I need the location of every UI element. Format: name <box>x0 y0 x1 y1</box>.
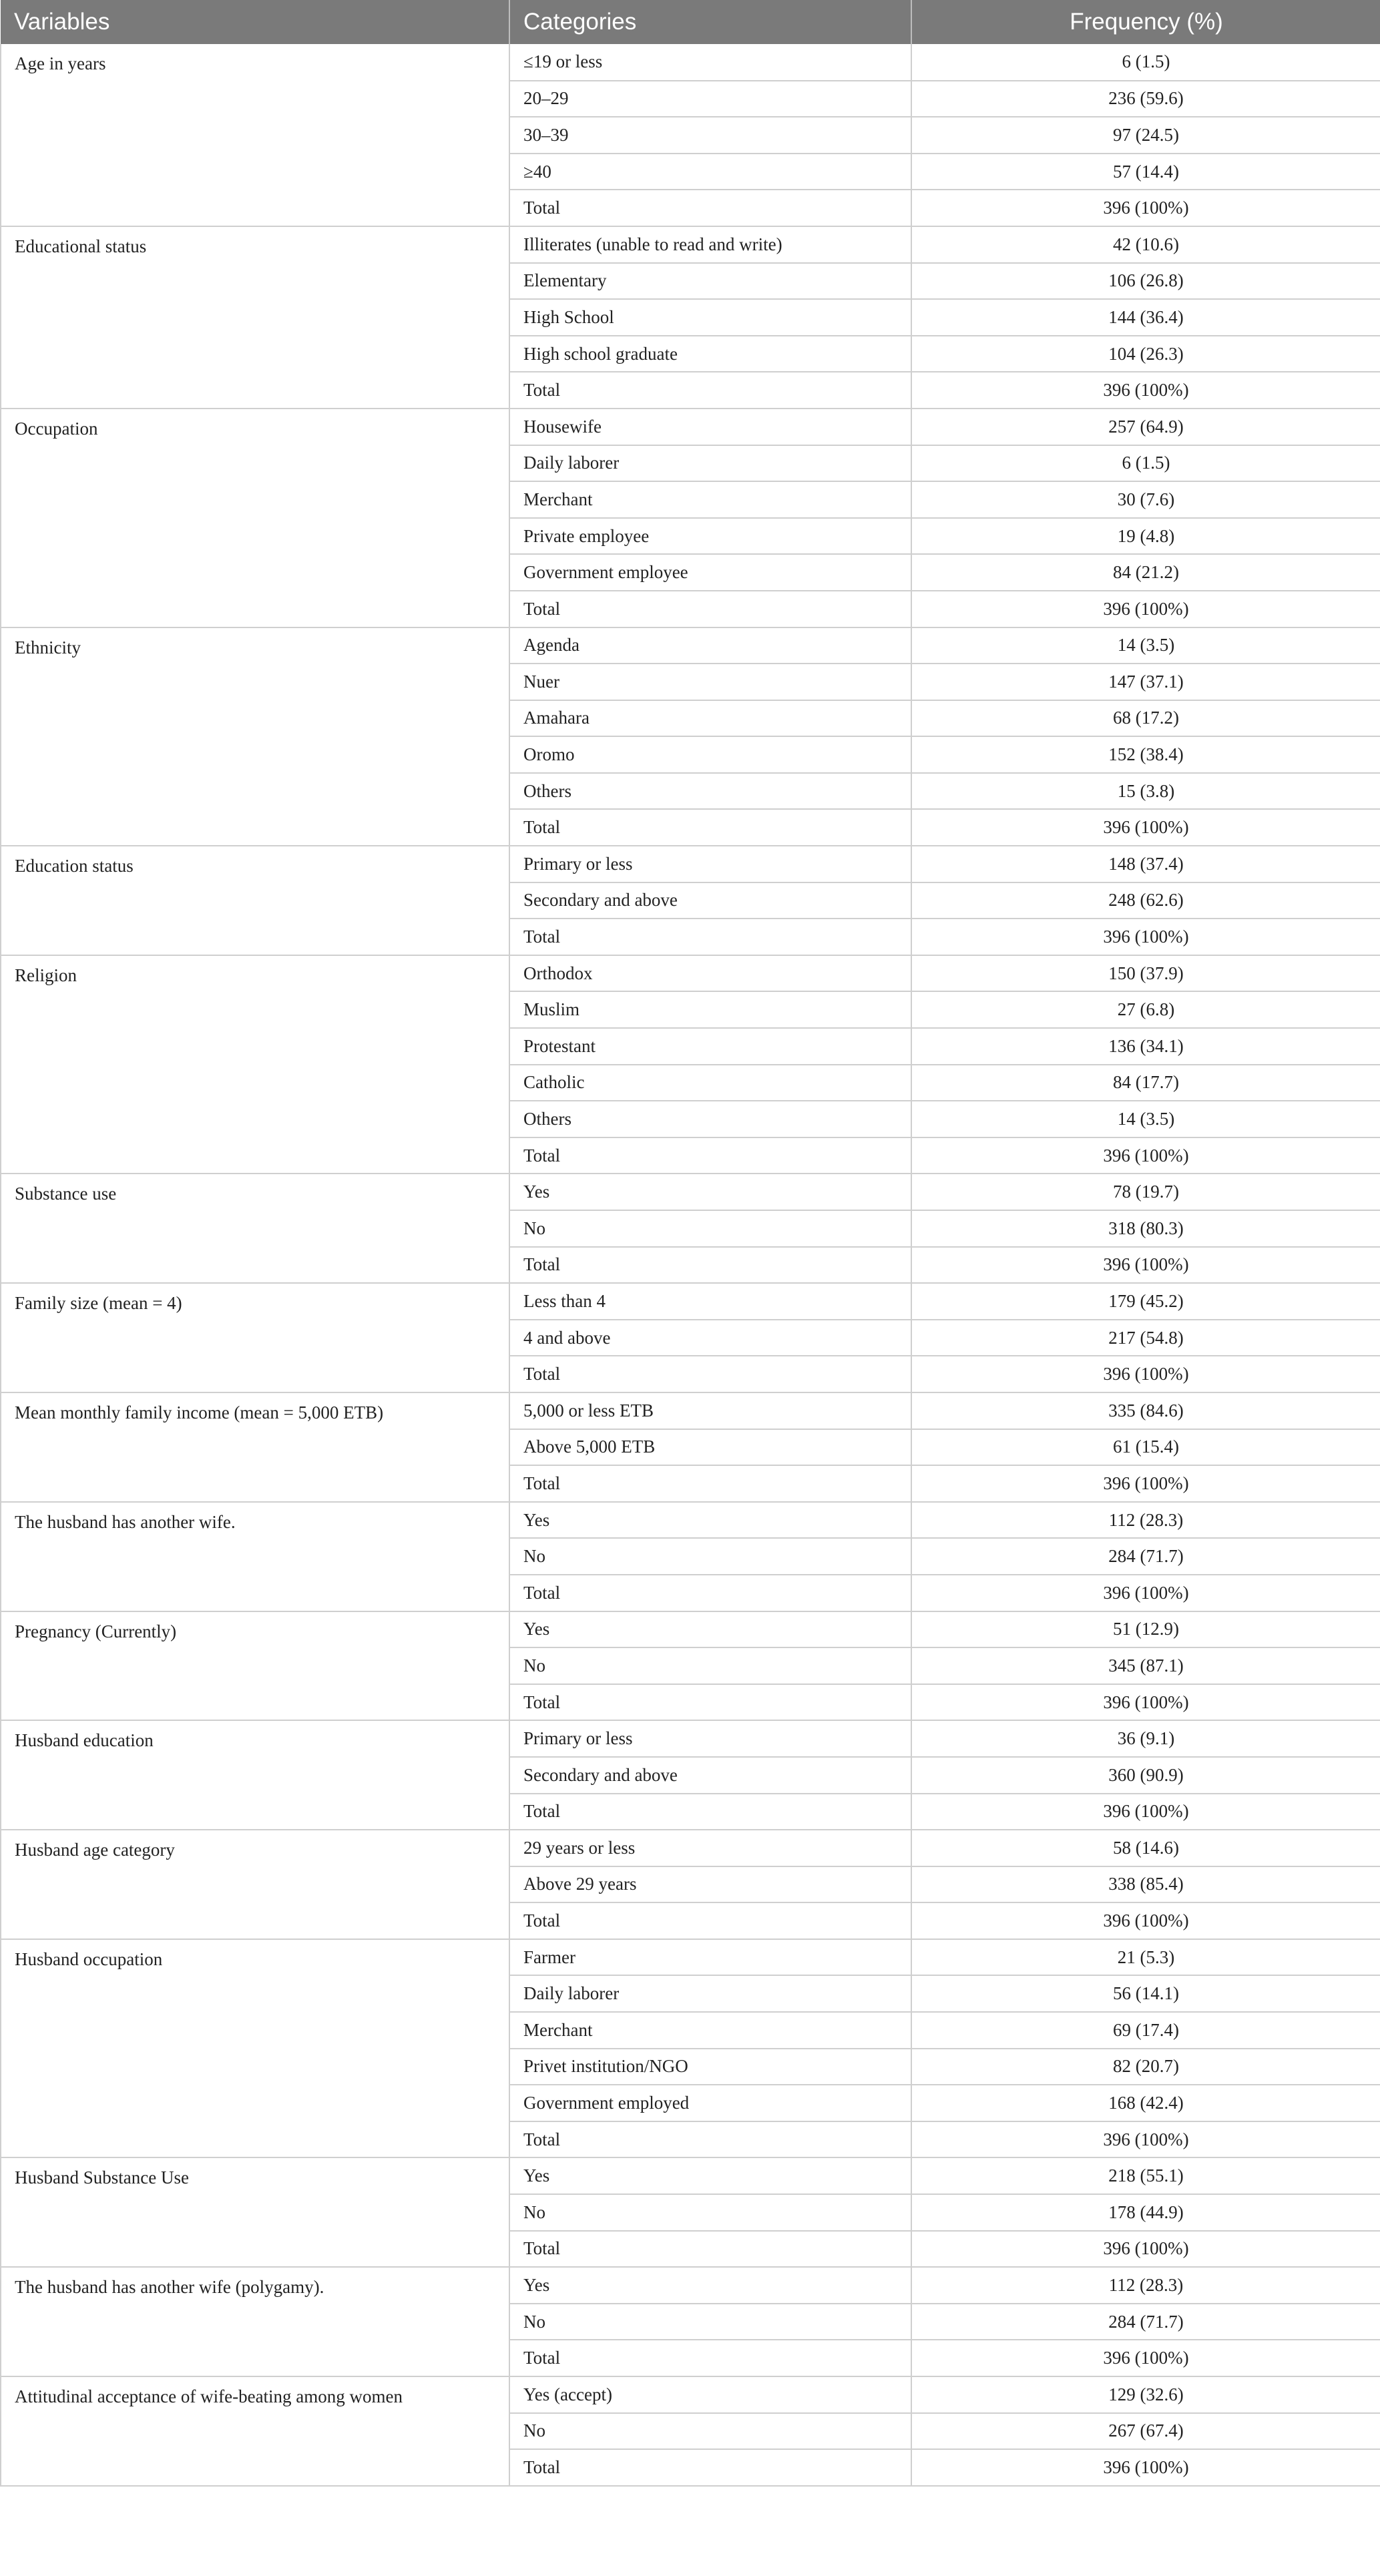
category-cell: Total <box>509 1794 911 1830</box>
frequency-cell: 30 (7.6) <box>911 481 1380 518</box>
table-row <box>1 1502 1380 1539</box>
frequency-cell: 284 (71.7) <box>911 2304 1380 2340</box>
category-cell: Oromo <box>509 736 911 773</box>
variable-cell: Mean monthly family income (mean = 5,000 ETB) <box>1 1392 509 1502</box>
frequency-cell: 84 (17.7) <box>911 1065 1380 1101</box>
category-cell: Yes <box>509 1174 911 1210</box>
frequency-cell: 267 (67.4) <box>911 2413 1380 2450</box>
category-cell: Total <box>509 1137 911 1174</box>
frequency-cell: 396 (100%) <box>911 591 1380 627</box>
frequency-cell: 152 (38.4) <box>911 736 1380 773</box>
frequency-cell: 144 (36.4) <box>911 299 1380 336</box>
table-row <box>1 2376 1380 2413</box>
table-row <box>1 627 1380 664</box>
frequency-cell: 396 (100%) <box>911 919 1380 955</box>
variable-cell: Attitudinal acceptance of wife-beating among women <box>1 2376 509 2486</box>
frequency-cell: 396 (100%) <box>911 1794 1380 1830</box>
category-cell: 29 years or less <box>509 1830 911 1866</box>
table-row <box>1 44 1380 81</box>
category-cell: Yes <box>509 2157 911 2194</box>
frequency-cell: 396 (100%) <box>911 1137 1380 1174</box>
category-cell: Secondary and above <box>509 882 911 919</box>
table-body <box>1 44 1380 2486</box>
category-cell: Others <box>509 1101 911 1137</box>
category-cell: Yes <box>509 2267 911 2304</box>
category-cell: 20–29 <box>509 81 911 117</box>
frequency-cell: 97 (24.5) <box>911 117 1380 154</box>
table-row <box>1 1830 1380 1866</box>
frequency-cell: 6 (1.5) <box>911 44 1380 81</box>
frequency-cell: 106 (26.8) <box>911 263 1380 300</box>
frequency-cell: 27 (6.8) <box>911 991 1380 1028</box>
category-cell: Total <box>509 1575 911 1611</box>
frequency-cell: 147 (37.1) <box>911 664 1380 700</box>
frequency-cell: 178 (44.9) <box>911 2194 1380 2231</box>
frequency-cell: 168 (42.4) <box>911 2085 1380 2121</box>
category-cell: Elementary <box>509 263 911 300</box>
frequency-cell: 179 (45.2) <box>911 1283 1380 1320</box>
category-cell: Total <box>509 591 911 627</box>
frequency-cell: 257 (64.9) <box>911 409 1380 445</box>
frequency-cell: 360 (90.9) <box>911 1757 1380 1794</box>
frequency-cell: 318 (80.3) <box>911 1210 1380 1247</box>
category-cell: Muslim <box>509 991 911 1028</box>
table-row <box>1 226 1380 263</box>
category-cell: No <box>509 2413 911 2450</box>
frequency-cell: 136 (34.1) <box>911 1028 1380 1065</box>
variable-cell: Occupation <box>1 409 509 627</box>
category-cell: Above 5,000 ETB <box>509 1429 911 1466</box>
frequency-cell: 21 (5.3) <box>911 1939 1380 1976</box>
frequency-cell: 129 (32.6) <box>911 2376 1380 2413</box>
category-cell: Yes <box>509 1502 911 1539</box>
category-cell: Total <box>509 372 911 409</box>
table-row <box>1 846 1380 882</box>
category-cell: High school graduate <box>509 336 911 372</box>
variable-cell: Husband Substance Use <box>1 2157 509 2267</box>
category-cell: Primary or less <box>509 846 911 882</box>
frequency-cell: 51 (12.9) <box>911 1611 1380 1648</box>
variable-cell: Family size (mean = 4) <box>1 1283 509 1392</box>
frequency-cell: 6 (1.5) <box>911 445 1380 482</box>
category-cell: Orthodox <box>509 955 911 992</box>
category-cell: 4 and above <box>509 1320 911 1356</box>
category-cell: Farmer <box>509 1939 911 1976</box>
category-cell: No <box>509 2304 911 2340</box>
frequency-cell: 78 (19.7) <box>911 1174 1380 1210</box>
frequency-cell: 150 (37.9) <box>911 955 1380 992</box>
frequency-cell: 112 (28.3) <box>911 2267 1380 2304</box>
frequency-cell: 42 (10.6) <box>911 226 1380 263</box>
frequency-cell: 56 (14.1) <box>911 1975 1380 2012</box>
category-cell: High School <box>509 299 911 336</box>
category-cell: Total <box>509 2121 911 2158</box>
variable-cell: Religion <box>1 955 509 1174</box>
category-cell: Primary or less <box>509 1720 911 1757</box>
frequency-cell: 345 (87.1) <box>911 1647 1380 1684</box>
category-cell: Total <box>509 1465 911 1502</box>
variable-cell: Age in years <box>1 44 509 226</box>
frequency-cell: 68 (17.2) <box>911 700 1380 737</box>
frequency-cell: 57 (14.4) <box>911 154 1380 190</box>
header-frequency: Frequency (%) <box>911 0 1380 44</box>
frequency-cell: 396 (100%) <box>911 1684 1380 1721</box>
frequency-cell: 236 (59.6) <box>911 81 1380 117</box>
table-row <box>1 1939 1380 1976</box>
category-cell: Government employed <box>509 2085 911 2121</box>
table-row <box>1 1283 1380 1320</box>
frequency-cell: 248 (62.6) <box>911 882 1380 919</box>
frequency-cell: 396 (100%) <box>911 2449 1380 2486</box>
variable-cell: Husband occupation <box>1 1939 509 2158</box>
frequency-cell: 396 (100%) <box>911 372 1380 409</box>
category-cell: Agenda <box>509 627 911 664</box>
category-cell: Private employee <box>509 518 911 555</box>
category-cell: Total <box>509 190 911 226</box>
variable-cell: Substance use <box>1 1174 509 1283</box>
category-cell: Above 29 years <box>509 1866 911 1903</box>
frequency-cell: 338 (85.4) <box>911 1866 1380 1903</box>
category-cell: Total <box>509 1356 911 1392</box>
table-row <box>1 1392 1380 1429</box>
frequency-cell: 15 (3.8) <box>911 773 1380 810</box>
frequency-cell: 396 (100%) <box>911 1902 1380 1939</box>
category-cell: Less than 4 <box>509 1283 911 1320</box>
variable-cell: Husband education <box>1 1720 509 1830</box>
variable-cell: The husband has another wife (polygamy). <box>1 2267 509 2376</box>
variable-cell: Education status <box>1 846 509 955</box>
table-row <box>1 2267 1380 2304</box>
category-cell: Government employee <box>509 554 911 591</box>
category-cell: 30–39 <box>509 117 911 154</box>
category-cell: No <box>509 1210 911 1247</box>
category-cell: Yes <box>509 1611 911 1648</box>
frequency-cell: 14 (3.5) <box>911 627 1380 664</box>
category-cell: Nuer <box>509 664 911 700</box>
category-cell: Daily laborer <box>509 1975 911 2012</box>
header-variables: Variables <box>1 0 509 44</box>
category-cell: Total <box>509 1902 911 1939</box>
frequency-cell: 82 (20.7) <box>911 2049 1380 2085</box>
variable-cell: Pregnancy (Currently) <box>1 1611 509 1721</box>
table-row <box>1 1174 1380 1210</box>
category-cell: ≤19 or less <box>509 44 911 81</box>
category-cell: Total <box>509 809 911 846</box>
category-cell: Merchant <box>509 481 911 518</box>
category-cell: Amahara <box>509 700 911 737</box>
frequency-cell: 218 (55.1) <box>911 2157 1380 2194</box>
frequency-cell: 69 (17.4) <box>911 2012 1380 2049</box>
category-cell: Secondary and above <box>509 1757 911 1794</box>
category-cell: Total <box>509 2449 911 2486</box>
category-cell: Total <box>509 2340 911 2376</box>
frequency-cell: 61 (15.4) <box>911 1429 1380 1466</box>
category-cell: Illiterates (unable to read and write) <box>509 226 911 263</box>
frequency-cell: 284 (71.7) <box>911 1538 1380 1575</box>
frequency-cell: 14 (3.5) <box>911 1101 1380 1137</box>
table-row <box>1 955 1380 992</box>
frequency-cell: 396 (100%) <box>911 2340 1380 2376</box>
frequency-cell: 148 (37.4) <box>911 846 1380 882</box>
frequency-cell: 396 (100%) <box>911 2231 1380 2268</box>
table-row <box>1 1720 1380 1757</box>
category-cell: Daily laborer <box>509 445 911 482</box>
frequency-cell: 36 (9.1) <box>911 1720 1380 1757</box>
category-cell: Total <box>509 2231 911 2268</box>
header-row <box>1 0 1380 44</box>
table-row <box>1 2157 1380 2194</box>
frequency-cell: 112 (28.3) <box>911 1502 1380 1539</box>
frequency-cell: 84 (21.2) <box>911 554 1380 591</box>
category-cell: Total <box>509 919 911 955</box>
frequency-cell: 396 (100%) <box>911 1356 1380 1392</box>
category-cell: ≥40 <box>509 154 911 190</box>
variable-cell: Husband age category <box>1 1830 509 1939</box>
frequency-cell: 396 (100%) <box>911 1247 1380 1284</box>
category-cell: Catholic <box>509 1065 911 1101</box>
category-cell: Housewife <box>509 409 911 445</box>
variable-cell: Ethnicity <box>1 627 509 846</box>
frequency-cell: 104 (26.3) <box>911 336 1380 372</box>
category-cell: No <box>509 2194 911 2231</box>
frequency-cell: 396 (100%) <box>911 2121 1380 2158</box>
frequency-cell: 58 (14.6) <box>911 1830 1380 1866</box>
category-cell: Total <box>509 1247 911 1284</box>
header-categories: Categories <box>509 0 911 44</box>
frequency-cell: 335 (84.6) <box>911 1392 1380 1429</box>
frequency-cell: 396 (100%) <box>911 1575 1380 1611</box>
frequency-cell: 19 (4.8) <box>911 518 1380 555</box>
variable-cell: The husband has another wife. <box>1 1502 509 1611</box>
table-row <box>1 409 1380 445</box>
frequency-cell: 396 (100%) <box>911 809 1380 846</box>
category-cell: Others <box>509 773 911 810</box>
frequency-cell: 217 (54.8) <box>911 1320 1380 1356</box>
frequency-cell: 396 (100%) <box>911 1465 1380 1502</box>
category-cell: No <box>509 1538 911 1575</box>
table-row <box>1 1611 1380 1648</box>
category-cell: 5,000 or less ETB <box>509 1392 911 1429</box>
category-cell: Privet institution/NGO <box>509 2049 911 2085</box>
category-cell: Total <box>509 1684 911 1721</box>
frequency-cell: 396 (100%) <box>911 190 1380 226</box>
variable-cell: Educational status <box>1 226 509 409</box>
category-cell: No <box>509 1647 911 1684</box>
category-cell: Merchant <box>509 2012 911 2049</box>
category-cell: Yes (accept) <box>509 2376 911 2413</box>
category-cell: Protestant <box>509 1028 911 1065</box>
